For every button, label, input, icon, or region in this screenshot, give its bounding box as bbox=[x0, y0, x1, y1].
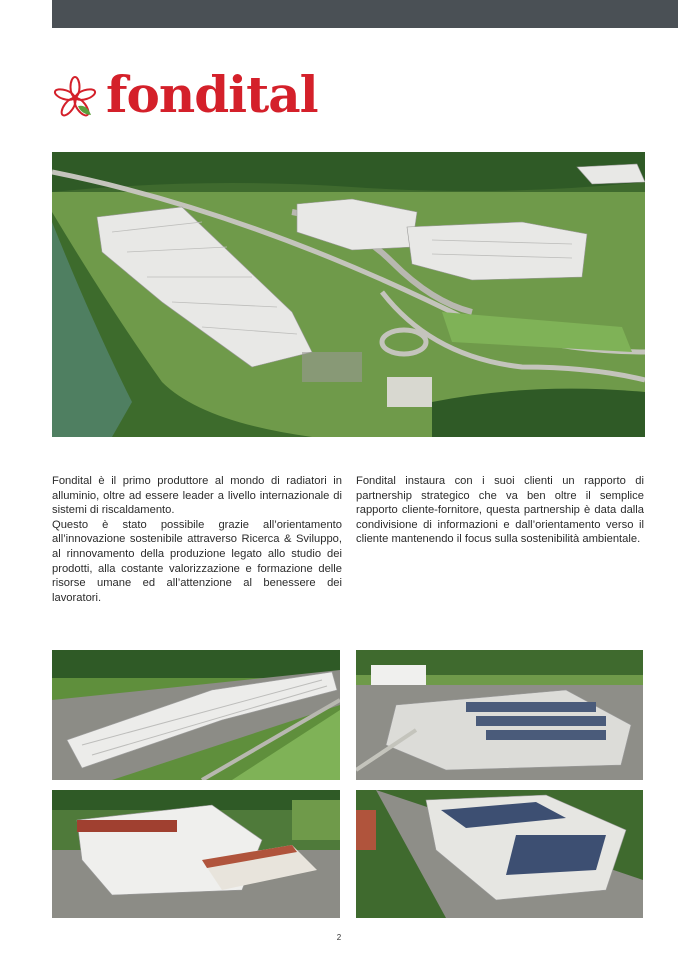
factory-photo-2 bbox=[356, 650, 643, 780]
factory-photo-1 bbox=[52, 650, 340, 780]
factory-photo-3 bbox=[52, 790, 340, 918]
intro-paragraph: Fondital è il primo produttore al mondo di radiatori in alluminio, oltre ad essere leader a livello internazionale di sistemi di riscaldamento. bbox=[52, 475, 342, 517]
brand-wordmark: fondital bbox=[106, 65, 318, 124]
brand-logo bbox=[52, 65, 318, 126]
top-header-bar bbox=[52, 0, 678, 28]
factory-photo-4 bbox=[356, 790, 643, 918]
intro-paragraph: Questo è stato possibile grazie all’orientamento all’innovazione sostenibile attraverso Ricerca & Sviluppo, al rinnovamento della produzione legato allo studio dei prodotti, alla costante valorizzazione e formazione delle risorse umane ed all’attenzione al benessere dei lavoratori. bbox=[52, 518, 342, 604]
hero-aerial-photo bbox=[52, 152, 645, 437]
intro-text-right bbox=[356, 474, 644, 547]
flower-logo-icon bbox=[52, 75, 98, 121]
intro-paragraph: Fondital instaura con i suoi clienti un rapporto di partnership strategico che va ben oltre il semplice rapporto cliente-fornitore, questa partnership è data dalla condivisione di informazioni e dall’orientamento verso il cliente mantenendo il focus sulla sostenibilità ambientale. bbox=[356, 475, 644, 546]
page-number: 2 bbox=[336, 933, 342, 942]
intro-text-left bbox=[52, 474, 342, 605]
